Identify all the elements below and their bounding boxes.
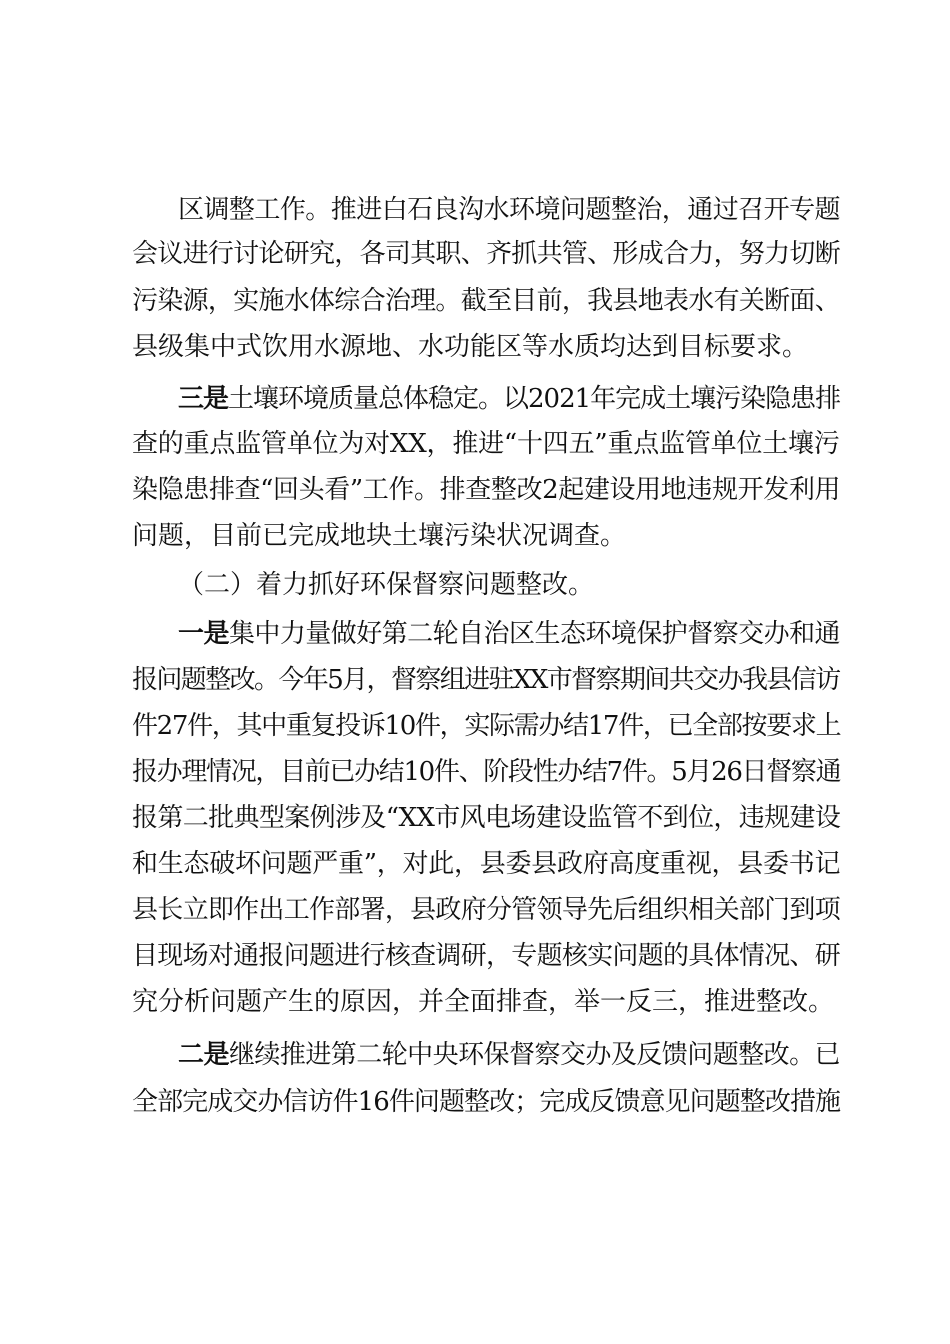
text-line <box>0 470 840 510</box>
text-line <box>0 190 840 230</box>
line-text: （二）着力抓好环保督察问题整改。 <box>178 570 595 600</box>
line-text: 究分析问题产生的原因，并全面排查，举一反三，推进整改。 <box>132 987 835 1017</box>
line-text: 集中力量做好第二轮自治区生态环境保护督察交办和通 <box>228 619 841 649</box>
text-line <box>0 1082 840 1122</box>
line-text: 全部完成交办信访件16件问题整改；完成反馈意见问题整改措施 <box>132 1087 841 1117</box>
line-text: 县长立即作出工作部署，县政府分管领导先后组织相关部门到项 <box>132 895 841 925</box>
line-text: 查的重点监管单位为对XX，推进“十四五”重点监管单位土壤污 <box>132 429 840 459</box>
text-line <box>0 798 840 838</box>
line-text: 土壤环境质量总体稳定。以2021年完成土壤污染隐患排 <box>228 384 841 414</box>
bold-lead: 一是 <box>178 619 229 649</box>
line-text: 报办理情况，目前已办结10件、阶段性办结7件。5月26日督察通 <box>132 757 841 787</box>
line-text: 会议进行讨论研究，各司其职、齐抓共管、形成合力，努力切断 <box>132 239 841 269</box>
section-heading <box>0 565 594 605</box>
bold-lead: 三是 <box>178 384 229 414</box>
text-line <box>0 234 840 274</box>
text-line <box>0 1035 840 1075</box>
line-text: 报问题整改。今年5月，督察组进驻XX市督察期间共交办我县信访 <box>132 665 840 695</box>
line-text: 县级集中式饮用水源地、水功能区等水质均达到目标要求。 <box>132 332 809 362</box>
line-text: 染隐患排查“回头看”工作。排查整改2起建设用地违规开发利用 <box>132 475 841 505</box>
text-line <box>0 281 840 321</box>
text-line <box>0 890 840 930</box>
text-line <box>0 752 840 792</box>
line-text: 区调整工作。推进白石良沟水环境问题整治，通过召开专题 <box>178 195 841 225</box>
bold-lead: 二是 <box>178 1040 229 1070</box>
text-line <box>0 327 808 367</box>
line-text: 和生态破坏问题严重”，对此，县委县政府高度重视，县委书记 <box>132 849 841 879</box>
text-line <box>0 379 840 419</box>
text-line <box>0 516 626 556</box>
text-line <box>0 424 840 464</box>
line-text: 目现场对通报问题进行核查调研，专题核实问题的具体情况、研 <box>132 941 841 971</box>
line-text: 继续推进第二轮中央环保督察交办及反馈问题整改。已 <box>228 1040 841 1070</box>
text-line <box>0 614 840 654</box>
line-text: 问题，目前已完成地块土壤污染状况调查。 <box>132 521 627 551</box>
text-line <box>0 936 840 976</box>
line-text: 报第二批典型案例涉及“XX市风电场建设监管不到位，违规建设 <box>132 803 841 833</box>
text-line <box>0 982 834 1022</box>
text-line <box>0 844 840 884</box>
text-line <box>0 660 840 700</box>
line-text: 污染源，实施水体综合治理。截至目前，我县地表水有关断面、 <box>132 286 841 316</box>
text-line <box>0 706 840 746</box>
line-text: 件27件，其中重复投诉10件，实际需办结17件，已全部按要求上 <box>132 711 841 741</box>
